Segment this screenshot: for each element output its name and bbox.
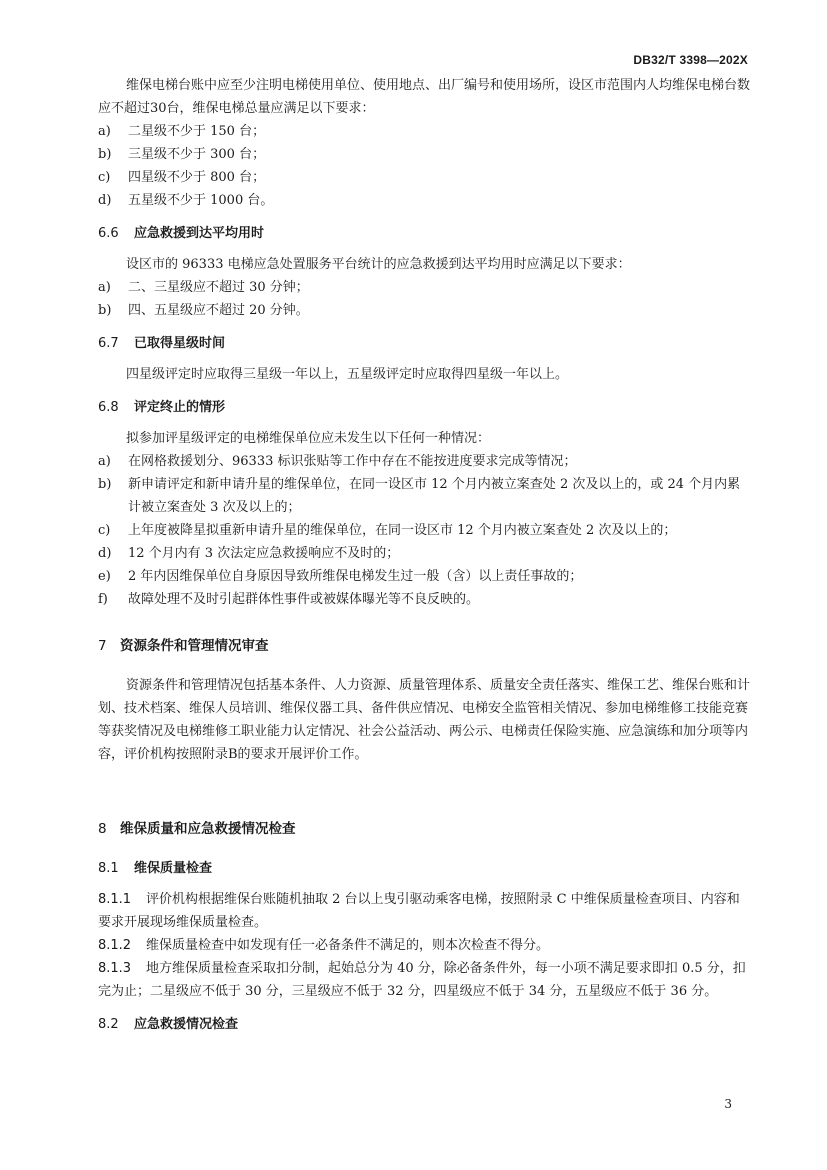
page-number: 3 [724, 1097, 732, 1111]
section-title: 维保质量检查 [134, 861, 213, 876]
section-number: 6.6 [98, 226, 119, 241]
list-marker: d) [98, 546, 112, 561]
list-item [98, 189, 750, 212]
list-text: 二、三星级应不超过 30 分钟； [128, 280, 309, 295]
list-marker: c) [98, 170, 111, 185]
clause-text: 地方维保质量检查采取扣分制，起始总分为 40 分，除必备条件外，每一小项不满足要求即扣 0.5 分，扣完为止；二星级应不低于 30 分，三星级应不低于 32 分，四星级应不低于 34 分，五星级应不低于 36 分。 [98, 961, 746, 999]
chapter-heading-8 [98, 818, 750, 841]
list-text: 上年度被降星拟重新申请升星的维保单位，在同一设区市 12 个月内被立案查处 2 次及以上的； [128, 523, 677, 538]
list-marker: c) [98, 523, 111, 538]
list-text: 二星级不少于 150 台； [128, 124, 266, 139]
clause-number: 8.1.2 [98, 938, 132, 953]
section-paragraph: 四星级评定时应取得三星级一年以上，五星级评定时应取得四星级一年以上。 [126, 367, 569, 382]
clause-8-1-1 [98, 888, 750, 934]
chapter-paragraph: 资源条件和管理情况包括基本条件、人力资源、质量管理体系、质量安全责任落实、维保工艺、维保台账和计划、技术档案、维保人员培训、维保仪器工具、备件供应情况、电梯安全监管相关情况、参加电梯维修工技能竞赛等获奖情况及电梯维修工职业能力认定情况、社会公益活动、两公示、电梯责任保险实施、应急演练和加分项等内容，评价机构按照附录B的要求开展评价工作。 [98, 678, 751, 762]
section-number: 8.2 [98, 1017, 119, 1032]
list-text: 12 个月内有 3 次法定应急救援响应不及时的； [128, 546, 400, 561]
clause-8-1-2 [98, 934, 750, 957]
section-title: 评定终止的情形 [134, 400, 226, 415]
section-number: 6.8 [98, 400, 119, 415]
list-item [98, 519, 750, 542]
section-number: 8.1 [98, 861, 119, 876]
list-marker: a) [98, 280, 111, 295]
chapter-number: 8 [98, 821, 107, 837]
list-marker: e) [98, 569, 111, 584]
list-text: 四、五星级应不超过 20 分钟。 [128, 303, 309, 318]
section-number: 6.7 [98, 336, 119, 351]
section-heading-6-6 [98, 222, 750, 245]
clause-number: 8.1.3 [98, 961, 132, 976]
clause-8-1-3 [98, 957, 750, 1003]
section-heading-6-7 [98, 332, 750, 355]
list-text: 故障处理不及时引起群体性事件或被媒体曝光等不良反映的。 [128, 592, 480, 607]
chapter-heading-7 [98, 635, 750, 658]
list-marker: a) [98, 454, 111, 469]
list-text: 在网格救援划分、96333 标识张贴等工作中存在不能按进度要求完成等情况； [128, 454, 577, 469]
list-marker: f) [98, 592, 108, 607]
section-heading-8-1 [98, 857, 750, 880]
section-paragraph: 设区市的 96333 电梯应急处置服务平台统计的应急救援到达平均用时应满足以下要求： [126, 257, 631, 272]
list-text: 2 年内因维保单位自身原因导致所维保电梯发生过一般（含）以上责任事故的； [128, 569, 583, 584]
list-marker: b) [98, 147, 112, 162]
list-item [98, 143, 750, 166]
list-text: 四星级不少于 800 台； [128, 170, 266, 185]
list-marker: b) [98, 477, 112, 492]
chapter-number: 7 [98, 638, 107, 654]
list-item [98, 299, 750, 322]
section-title: 已取得星级时间 [134, 336, 226, 351]
section-heading-8-2 [98, 1013, 750, 1036]
list-marker: d) [98, 193, 112, 208]
list-item [98, 565, 750, 588]
chapter-title: 维保质量和应急救援情况检查 [120, 821, 296, 837]
section-title: 应急救援情况检查 [134, 1017, 239, 1032]
list-item [98, 473, 750, 519]
list-marker: a) [98, 124, 111, 139]
list-item [98, 542, 750, 565]
chapter-title: 资源条件和管理情况审查 [120, 638, 269, 654]
list-item [98, 276, 750, 299]
section-heading-6-8 [98, 396, 750, 419]
list-item [98, 450, 750, 473]
list-text: 五星级不少于 1000 台。 [128, 193, 274, 208]
list-item [98, 588, 750, 611]
standard-code: DB32/T 3398—202X [633, 53, 748, 67]
list-item [98, 166, 750, 189]
intro-paragraph: 维保电梯台账中应至少注明电梯使用单位、使用地点、出厂编号和使用场所，设区市范围内人均维保电梯台数应不超过30台，维保电梯总量应满足以下要求： [98, 78, 751, 116]
list-marker: b) [98, 303, 112, 318]
page-content [98, 74, 750, 1036]
section-paragraph: 拟参加评星级评定的电梯维保单位应未发生以下任何一种情况： [126, 431, 491, 446]
list-text: 三星级不少于 300 台； [128, 147, 266, 162]
clause-text: 评价机构根据维保台账随机抽取 2 台以上曳引驱动乘客电梯，按照附录 C 中维保质量检查项目、内容和要求开展现场维保质量检查。 [98, 892, 740, 930]
list-text: 新申请评定和新申请升星的维保单位，在同一设区市 12 个月内被立案查处 2 次及以上的，或 24 个月内累计被立案查处 3 次及以上的； [128, 477, 741, 515]
list-item [98, 120, 750, 143]
clause-text: 维保质量检查中如发现有任一必备条件不满足的，则本次检查不得分。 [146, 938, 550, 953]
clause-number: 8.1.1 [98, 892, 132, 907]
section-title: 应急救援到达平均用时 [134, 226, 265, 241]
